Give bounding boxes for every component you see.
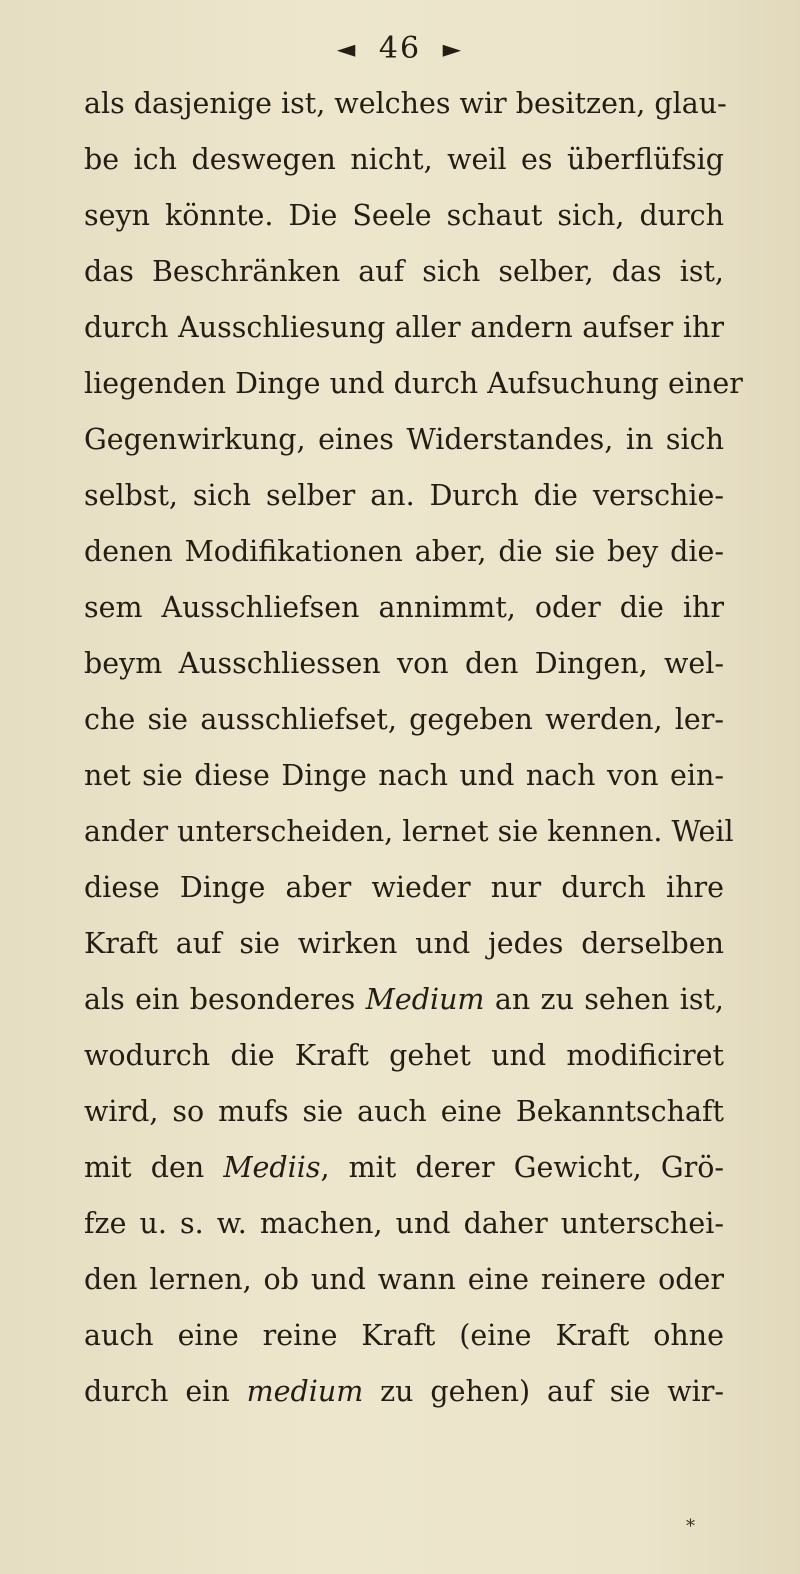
text-line: diese Dinge aber wieder nur durch ihre <box>84 871 724 904</box>
text-line: Gegenwirkung, eines Widerstandes, in sich <box>84 423 724 456</box>
text-line: net sie diese Dinge nach und nach von ein- <box>84 759 724 792</box>
text-line: als ein besonderes Medium an zu sehen ist, <box>84 983 724 1016</box>
text-line: durch Ausschliesung aller andern aufser ihr <box>84 311 724 344</box>
text-line: ander unterscheiden, lernet sie kennen. Weil <box>84 815 734 848</box>
text-line: sem Ausschliefsen annimmt, oder die ihr <box>84 591 724 624</box>
text-line: beym Ausschliessen von den Dingen, wel- <box>84 647 724 680</box>
left-ornament-icon: ◄ <box>336 35 358 63</box>
text-line: wird, so mufs sie auch eine Bekanntschaft <box>84 1095 724 1128</box>
text-line: be ich deswegen nicht, weil es überflüfsig <box>84 143 724 176</box>
text-line: denen Modifikationen aber, die sie bey die- <box>84 535 724 568</box>
right-ornament-icon: ► <box>442 35 464 63</box>
page-number: 46 <box>378 31 422 66</box>
text-line: den lernen, ob und wann eine reinere oder <box>84 1263 724 1296</box>
text-line: selbst, sich selber an. Durch die verschie- <box>84 479 724 512</box>
text-line: als dasjenige ist, welches wir besitzen, glau- <box>84 87 727 120</box>
text-line: che sie ausschliefset, gegeben werden, ler- <box>84 703 724 736</box>
text-line: seyn könnte. Die Seele schaut sich, durch <box>84 199 724 232</box>
italic-term: Mediis <box>223 1151 321 1184</box>
text-line: wodurch die Kraft gehet und modificiret <box>84 1039 724 1072</box>
printer-mark: * <box>686 1516 695 1537</box>
text-line: Kraft auf sie wirken und jedes derselben <box>84 927 724 960</box>
italic-term: medium <box>246 1375 364 1408</box>
text-line: liegenden Dinge und durch Aufsuchung einer <box>84 367 743 400</box>
text-line: mit den Mediis, mit derer Gewicht, Grö- <box>84 1151 724 1184</box>
text-line: durch ein medium zu gehen) auf sie wir- <box>84 1375 724 1408</box>
text-line: das Beschränken auf sich selber, das ist, <box>84 255 724 288</box>
page-header <box>0 28 800 69</box>
italic-term: Medium <box>365 983 485 1016</box>
body-text <box>84 76 743 1420</box>
text-line: fze u. s. w. machen, und daher unterschei- <box>84 1207 724 1240</box>
text-line: auch eine reine Kraft (eine Kraft ohne <box>84 1319 724 1352</box>
